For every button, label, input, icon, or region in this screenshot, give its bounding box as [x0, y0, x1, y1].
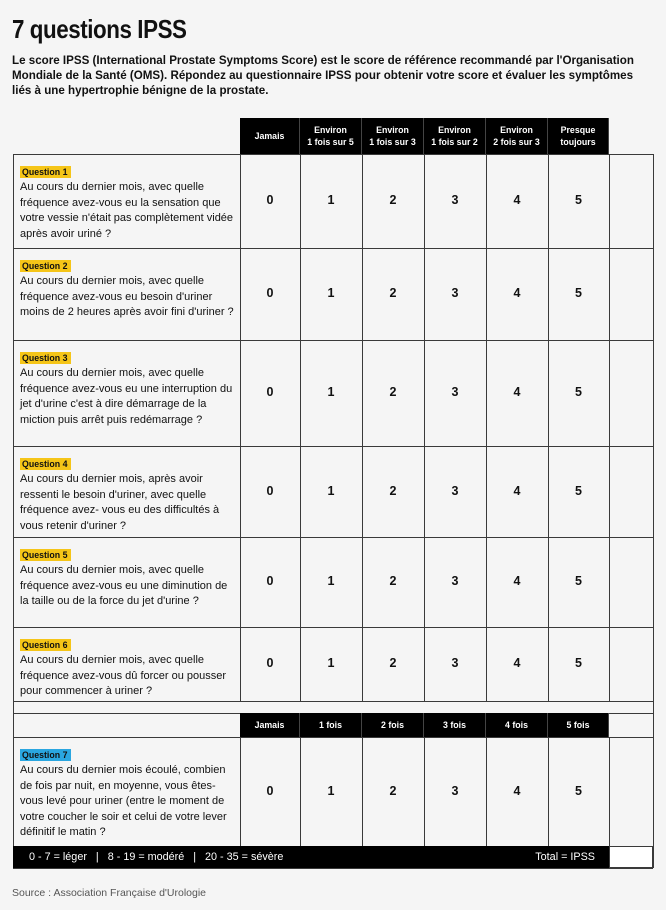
score-option[interactable]: 3: [451, 783, 459, 798]
question-tag: Question 7: [20, 749, 71, 761]
header2-col-4: 4 fois: [486, 713, 548, 737]
score-option[interactable]: 2: [389, 286, 397, 300]
grid-line: [609, 713, 653, 714]
total-input[interactable]: [609, 846, 653, 868]
header1-col-1: Environ 1 fois sur 5: [300, 118, 362, 154]
score-option[interactable]: 2: [389, 783, 397, 798]
score-option[interactable]: 0: [266, 483, 274, 498]
score-option[interactable]: 4: [513, 783, 521, 798]
grid-line: [653, 154, 654, 701]
grid-line: [13, 627, 653, 628]
score-option[interactable]: 2: [389, 483, 397, 498]
grid-line: [13, 537, 653, 538]
question-text: Au cours du dernier mois, avec quelle fréquence avez-vous eu une interruption du jet d'urine c'est à dire démarrage de la miction puis arrêt puis redémarrage ?: [20, 367, 233, 426]
score-option[interactable]: 1: [327, 483, 335, 498]
score-option[interactable]: 4: [513, 656, 521, 670]
score-option[interactable]: 5: [575, 783, 582, 798]
question-cell-2: [20, 256, 235, 321]
grid-line: [486, 154, 487, 701]
score-option[interactable]: 0: [266, 193, 274, 207]
grid-line: [13, 446, 653, 447]
score-option[interactable]: 2: [389, 656, 397, 670]
score-option[interactable]: 1: [327, 783, 335, 798]
question-tag: Question 1: [20, 166, 71, 178]
header1-col-5: Presque toujours: [548, 118, 609, 154]
grid-line: [548, 154, 549, 701]
grid-line: [362, 154, 363, 701]
grid-line: [240, 154, 241, 701]
question-cell-7: [20, 745, 235, 841]
score-option[interactable]: 4: [513, 193, 521, 207]
score-option[interactable]: 1: [327, 385, 335, 399]
score-option[interactable]: 0: [266, 574, 274, 588]
question-cell-3: [20, 348, 235, 428]
intro-text: Le score IPSS (International Prostate Symptoms Score) est le score de référence recommandé par l'Organisation Mondiale de la Santé (OMS). Répondez au questionnaire IPSS pour obtenir votre score et évaluer les symptômes liés à une hypertrophie bénigne de la prostate.: [12, 54, 634, 97]
header2-col-2: 2 fois: [362, 713, 424, 737]
score-option[interactable]: 1: [327, 656, 335, 670]
score-option[interactable]: 4: [513, 385, 521, 399]
grid-line: [609, 154, 610, 701]
score-option[interactable]: 3: [451, 193, 459, 207]
score-option[interactable]: 3: [451, 286, 459, 300]
score-legend-bar: [13, 846, 609, 868]
grid-line: [300, 154, 301, 701]
header2-col-0: Jamais: [240, 713, 300, 737]
header1-col-3: Environ 1 fois sur 2: [424, 118, 486, 154]
question-text: Au cours du dernier mois, avec quelle fréquence avez-vous eu une diminution de la taille ou de la force du jet d'urine ?: [20, 564, 228, 608]
score-option[interactable]: 0: [266, 656, 274, 670]
score-option[interactable]: 4: [513, 483, 521, 498]
question-text: Au cours du dernier mois, avec quelle fréquence avez-vous eu la sensation que votre vessie n'était pas complètement vidée après avoir uriné ?: [20, 181, 234, 240]
grid-line: [13, 154, 14, 701]
question-tag: Question 4: [20, 458, 71, 470]
score-option[interactable]: 0: [266, 286, 274, 300]
question-cell-5: [20, 545, 235, 610]
score-option[interactable]: 2: [389, 193, 397, 207]
score-option[interactable]: 3: [451, 483, 459, 498]
score-option[interactable]: 1: [327, 574, 335, 588]
question-cell-4: [20, 454, 235, 534]
header2-col-1: 1 fois: [300, 713, 362, 737]
grid-line: [13, 701, 14, 868]
score-option[interactable]: 4: [513, 574, 521, 588]
header1-col-4: Environ 2 fois sur 3: [486, 118, 548, 154]
grid-line: [13, 713, 240, 714]
score-option[interactable]: 5: [575, 286, 582, 300]
question-cell-6: [20, 635, 235, 700]
grid-line: [13, 248, 653, 249]
grid-line: [13, 737, 653, 738]
question-tag: Question 6: [20, 639, 71, 651]
grid-line: [13, 868, 653, 869]
question-cell-1: [20, 162, 235, 242]
score-option[interactable]: 3: [451, 656, 459, 670]
score-option[interactable]: 4: [513, 286, 521, 300]
question-tag: Question 2: [20, 260, 71, 272]
source-note: Source : Association Française d'Urologie: [12, 887, 207, 899]
score-option[interactable]: 5: [575, 574, 582, 588]
question-text: Au cours du dernier mois écoulé, combien de fois par nuit, en moyenne, vous êtes-vous levé pour uriner (entre le moment de votre coucher le soir et celui de votre lever définitif le matin ?: [20, 764, 227, 839]
score-option[interactable]: 0: [266, 783, 274, 798]
grid-line: [13, 701, 653, 702]
score-option[interactable]: 2: [389, 385, 397, 399]
grid-line: [13, 154, 653, 155]
total-label: Total = IPSS: [535, 851, 595, 863]
score-option[interactable]: 5: [575, 193, 582, 207]
score-option[interactable]: 5: [575, 385, 582, 399]
question-text: Au cours du dernier mois, avec quelle fréquence avez-vous dû forcer ou pousser pour commencer à uriner ?: [20, 654, 227, 698]
question-tag: Question 5: [20, 549, 71, 561]
score-option[interactable]: 2: [389, 574, 397, 588]
page-title: 7 questions IPSS: [12, 14, 187, 44]
grid-line: [424, 154, 425, 701]
header2-col-5: 5 fois: [548, 713, 609, 737]
score-option[interactable]: 5: [575, 656, 582, 670]
question-text: Au cours du dernier mois, après avoir ressenti le besoin d'uriner, avec quelle fréquence avez- vous eu des difficultés à vous retenir d'uriner ?: [20, 473, 220, 532]
score-option[interactable]: 1: [327, 286, 335, 300]
score-option[interactable]: 0: [266, 385, 274, 399]
severity-legend: 0 - 7 = léger | 8 - 19 = modéré | 20 - 35 = sévère: [29, 851, 284, 863]
score-option[interactable]: 1: [327, 193, 335, 207]
grid-line: [609, 737, 610, 846]
grid-line: [653, 701, 654, 868]
score-option[interactable]: 3: [451, 385, 459, 399]
question-text: Au cours du dernier mois, avec quelle fréquence avez-vous eu besoin d'uriner moins de 2 heures après avoir fini d'uriner ?: [20, 275, 234, 319]
grid-line: [13, 340, 653, 341]
header2-col-3: 3 fois: [424, 713, 486, 737]
header1-col-0: Jamais: [240, 118, 300, 154]
score-option[interactable]: 5: [575, 483, 582, 498]
score-option[interactable]: 3: [451, 574, 459, 588]
header1-col-2: Environ 1 fois sur 3: [362, 118, 424, 154]
question-tag: Question 3: [20, 352, 71, 364]
